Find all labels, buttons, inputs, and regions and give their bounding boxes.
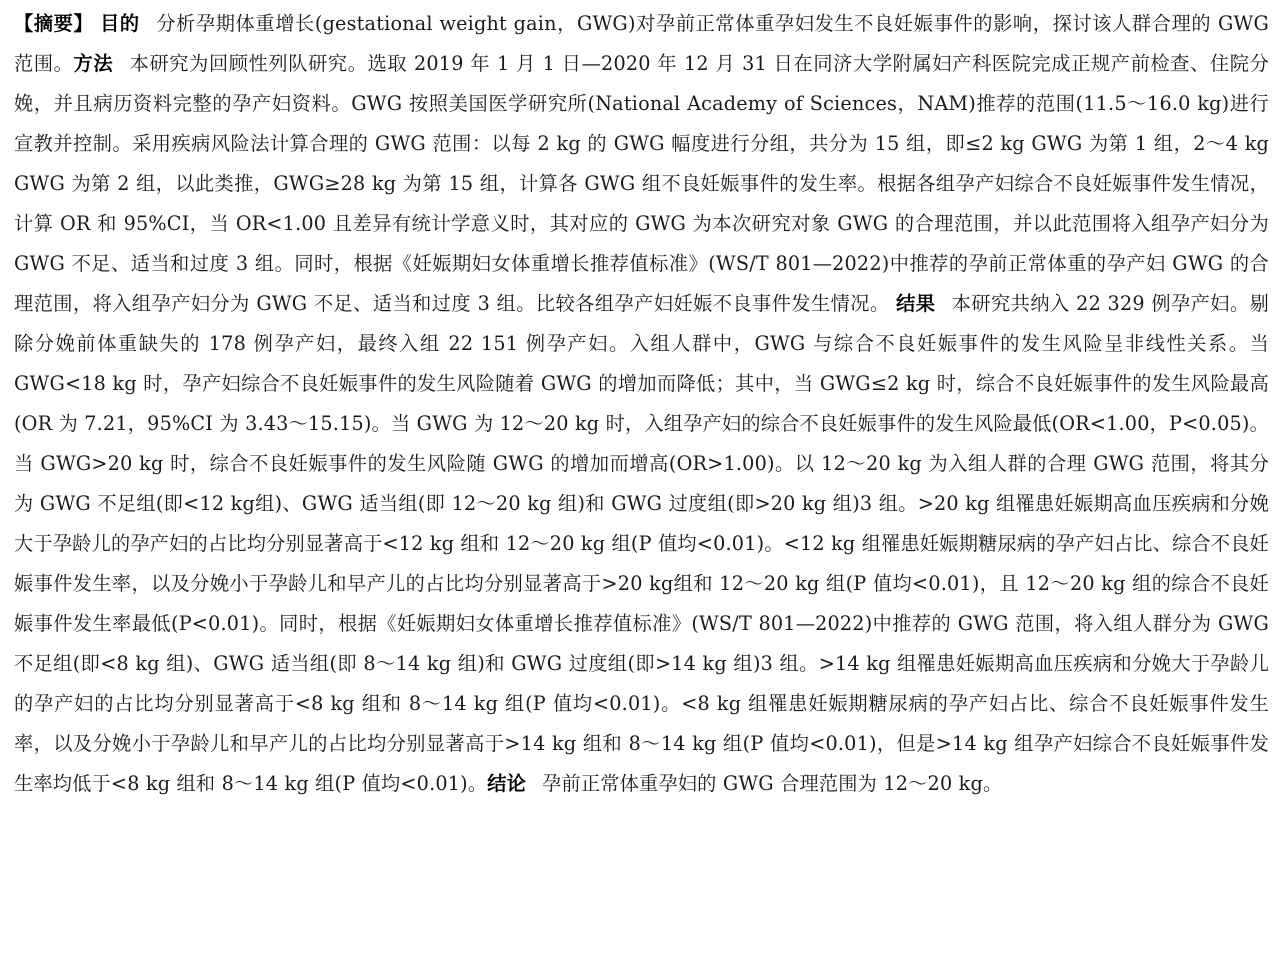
abstract-label: 【摘要】 <box>14 12 94 35</box>
abstract-paragraph <box>14 4 1269 804</box>
methods-heading: 方法 <box>73 52 114 75</box>
methods-text: 本研究为回顾性列队研究。选取 2019 年 1 月 1 日—2020 年 12 月 31 日在同济大学附属妇产科医院完成正规产前检查、住院分娩，并且病历资料完整的孕产妇资料。GWG 按照美国医学研究所(National Academy of Sciences，NAM)推荐的范围(11.5～16.0 kg)进行宣教并控制。采用疾病风险法计算合理的 GWG 范围：以每 2 kg 的 GWG 幅度进行分组，共分为 15 组，即≤2 kg GWG 为第 1 组，2～4 kg GWG 为第 2 组，以此类推，GWG≥28 kg 为第 15 组，计算各 GWG 组不良妊娠事件的发生率。根据各组孕产妇综合不良妊娠事件发生情况，计算 OR 和 95%CI，当 OR<1.00 且差异有统计学意义时，其对应的 GWG 为本次研究对象 GWG 的合理范围，并以此范围将入组孕产妇分为 GWG 不足、适当和过度 3 组。同时，根据《妊娠期妇女体重增长推荐值标准》(WS/T 801—2022)中推荐的孕前正常体重的孕产妇 GWG 的合理范围，将入组孕产妇分为 GWG 不足、适当和过度 3 组。比较各组孕产妇妊娠不良事件发生情况。 <box>14 52 1269 315</box>
objective-heading: 目的 <box>100 12 140 35</box>
objective-text: 分析孕期体重增长(gestational weight gain，GWG)对孕前正常体重孕妇发生不良妊娠事件的影响，探讨该人群合理的 GWG 范围。 <box>14 12 1269 75</box>
conclusion-text: 孕前正常体重孕妇的 GWG 合理范围为 12～20 kg。 <box>542 772 1003 795</box>
conclusion-heading: 结论 <box>487 772 527 795</box>
results-heading: 结果 <box>896 292 936 315</box>
results-text: 本研究共纳入 22 329 例孕产妇。剔除分娩前体重缺失的 178 例孕产妇，最终入组 22 151 例孕产妇。入组人群中，GWG 与综合不良妊娠事件的发生风险呈非线性关系。当 GWG<18 kg 时，孕产妇综合不良妊娠事件的发生风险随着 GWG 的增加而降低；其中，当 GWG≤2 kg 时，综合不良妊娠事件的发生风险最高(OR 为 7.21，95%CI 为 3.43～15.15)。当 GWG 为 12～20 kg 时，入组孕产妇的综合不良妊娠事件的发生风险最低(OR<1.00，P<0.05)。当 GWG>20 kg 时，综合不良妊娠事件的发生风险随 GWG 的增加而增高(OR>1.00)。以 12～20 kg 为入组人群的合理 GWG 范围，将其分为 GWG 不足组(即<12 kg组)、GWG 适当组(即 12～20 kg 组)和 GWG 过度组(即>20 kg 组)3 组。>20 kg 组罹患妊娠期高血压疾病和分娩大于孕龄儿的孕产妇的占比均分别显著高于<12 kg 组和 12～20 kg 组(P 值均<0.01)。<12 kg 组罹患妊娠期糖尿病的孕产妇占比、综合不良妊娠事件发生率，以及分娩小于孕龄儿和早产儿的占比均分别显著高于>20 kg组和 12～20 kg 组(P 值均<0.01)，且 12～20 kg 组的综合不良妊娠事件发生率最低(P<0.01)。同时，根据《妊娠期妇女体重增长推荐值标准》(WS/T 801—2022)中推荐的 GWG 范围，将入组人群分为 GWG 不足组(即<8 kg 组)、GWG 适当组(即 8～14 kg 组)和 GWG 过度组(即>14 kg 组)3 组。>14 kg 组罹患妊娠期高血压疾病和分娩大于孕龄儿的孕产妇的占比均分别显著高于<8 kg 组和 8～14 kg 组(P 值均<0.01)。<8 kg 组罹患妊娠期糖尿病的孕产妇占比、综合不良妊娠事件发生率，以及分娩小于孕龄儿和早产儿的占比均分别显著高于>14 kg 组和 8～14 kg 组(P 值均<0.01)，但是>14 kg 组孕产妇综合不良妊娠事件发生率均低于<8 kg 组和 8～14 kg 组(P 值均<0.01)。 <box>14 292 1269 795</box>
